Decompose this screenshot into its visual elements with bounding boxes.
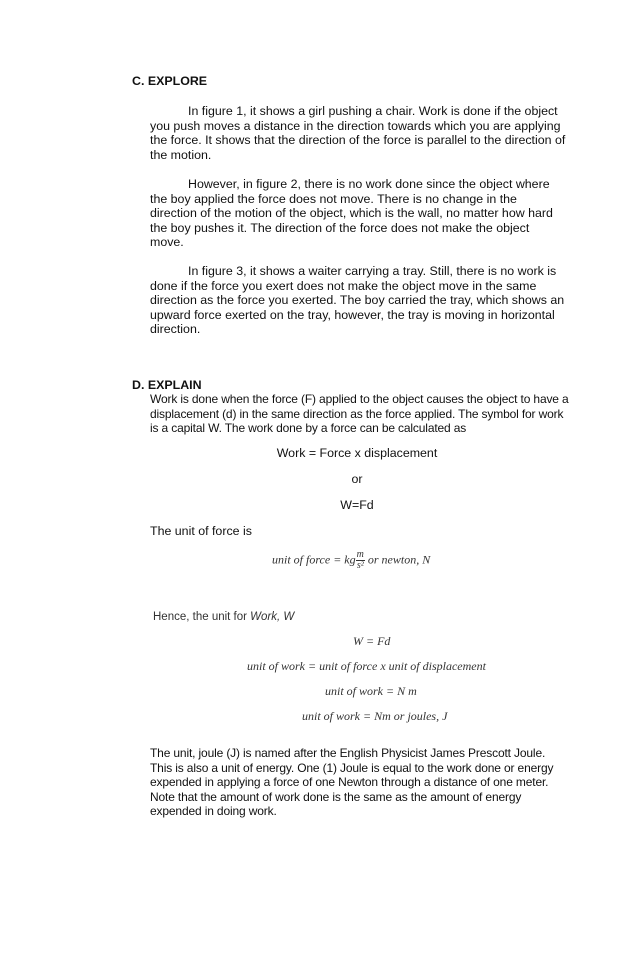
explore-paragraph-2: However, in figure 2, there is no work done since the object where the boy applied the force does not move. There is no change in the direction of the motion of the object, which is the wall, no matter how hard the boy pushes it. The direction of the force does not make the object move. [150,177,553,250]
joule-paragraph: The unit, joule (J) is named after the English Physicist James Prescott Joule. This is also a unit of energy. One (1) Joule is equal to the work done or energy expended in applying a force of one Newton through a distance of one meter. Note that the amount of work done is the same as the amount of energy expended in doing work. [150,746,554,819]
math-unit-of-work-joules: unit of work = Nm or joules, J [302,709,448,723]
math-w-fd: W = Fd [353,634,391,648]
unit-force-fraction: $\frac{m}{\text{s²}}$ [356,549,364,571]
math-unit-of-work-derivation: unit of work = unit of force x unit of displacement [247,659,486,673]
unit-force-formula: unit of force = kg $\frac{m}{\text{s²}}$ or newton, N [272,549,431,571]
equation-work: Work = Force x displacement [276,446,438,460]
explore-paragraph-3: In figure 3, it shows a waiter carrying a tray. Still, there is no work is done if the force you exert does not make the object move in the same direction as the force you exerted. The boy carried the tray, which shows an upward force exerted on the tray, however, the tray is moving in horizontal direction. [150,264,565,337]
equation-or: or [351,472,363,486]
equation-wfd: W=Fd [340,498,374,512]
explore-paragraph-1: In figure 1, it shows a girl pushing a chair. Work is done if the object you push moves a distance in the direction towards which you are applying the force. It shows that the direction of the force is parallel to the direction of the motion. [150,104,566,162]
unit-force-intro: The unit of force is [150,524,252,538]
math-unit-of-work-nm: unit of work = N m [325,684,417,698]
hence-unit-for-work: Hence, the unit for Work, W [153,611,295,623]
explore-heading: C. EXPLORE [132,74,208,88]
explain-paragraph-1: Work is done when the force (F) applied to the object causes the object to have a displacement (d) in the same direction as the force applied. The symbol for work is a capital W. The work done by a force can be calculated as [150,392,569,436]
explain-heading: D. EXPLAIN [132,378,202,392]
